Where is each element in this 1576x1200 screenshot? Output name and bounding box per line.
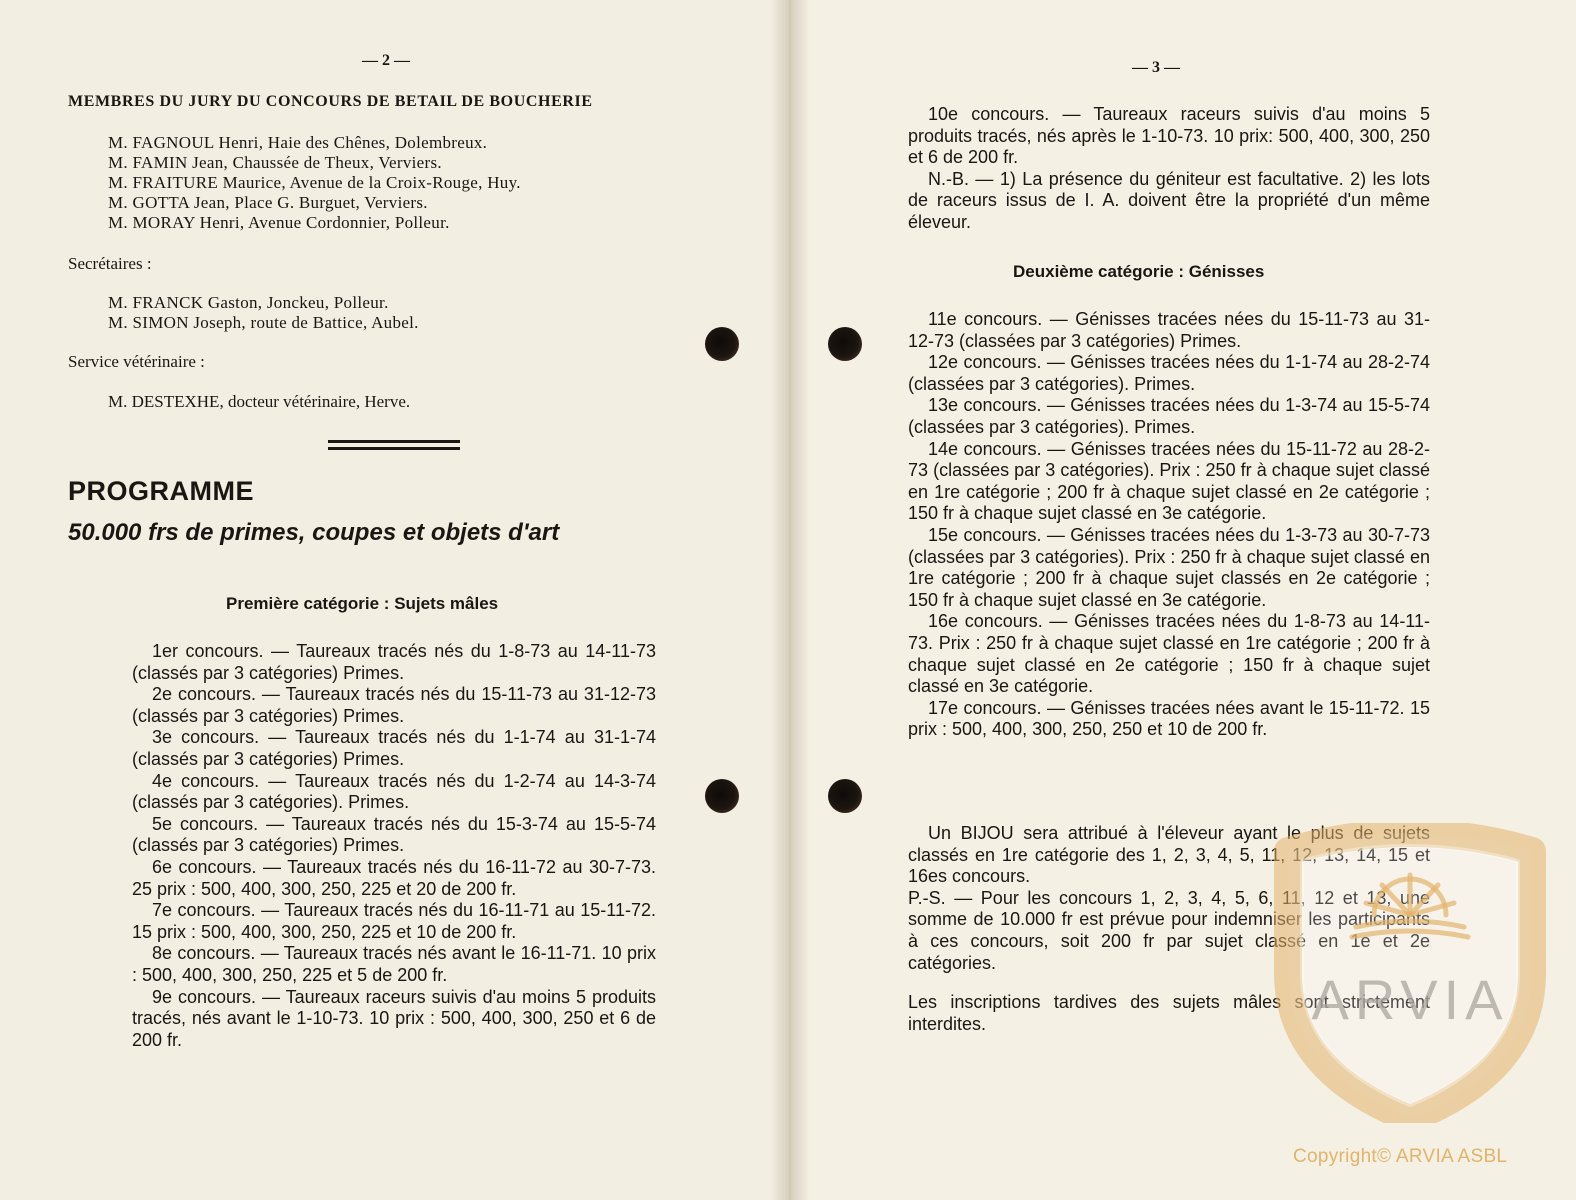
concours-paragraph: 6e concours. — Taureaux tracés nés du 16-11-72 au 30-7-73. 25 prix : 500, 400, 300, 250, 225 et 20 de 200 fr.	[132, 856, 656, 899]
concours-paragraph: 10e concours. — Taureaux raceurs suivis d'au moins 5 produits tracés, nés après le 1-10-73. 10 prix: 500, 400, 300, 250 et 6 de 200 fr.	[908, 104, 1430, 168]
service-veterinaire: M. DESTEXHE, docteur vétérinaire, Herve.	[108, 392, 411, 411]
concours-paragraph: 4e concours. — Taureaux tracés nés du 1-2-74 au 14-3-74 (classés par 3 catégories). Primes.	[132, 770, 656, 813]
concours-paragraph: 16e concours. — Génisses tracées nées du 1-8-73 au 14-11-73. Prix : 250 fr à chaque sujet classé en 1re catégorie ; 200 fr à chaque sujet classé en 2e catégorie ; 150 fr à chaque sujet classé en 3e catégorie.	[908, 611, 1430, 697]
concours-paragraph: 15e concours. — Génisses tracées nées du 1-3-73 au 30-7-73 (classées par 3 catégories). Prix : 250 fr à chaque sujet classé en 1re catégorie ; 200 fr à chaque sujet classés en 2e catégorie ; 150 fr à chaque sujet classé en 3e catégorie.	[908, 524, 1430, 610]
jury-title: MEMBRES DU JURY DU CONCOURS DE BETAIL DE BOUCHERIE	[68, 93, 593, 110]
page-number: — 2 —	[362, 52, 410, 69]
jury-member: M. FRAITURE Maurice, Avenue de la Croix-Rouge, Huy.	[108, 173, 521, 192]
book-gutter	[770, 0, 810, 1200]
concours-paragraph: 1er concours. — Taureaux tracés nés du 1-8-73 au 14-11-73 (classés par 3 catégories) Primes.	[132, 641, 656, 683]
concours-list	[908, 309, 1430, 741]
concours-paragraph: 2e concours. — Taureaux tracés nés du 15-11-73 au 31-12-73 (classés par 3 catégories) Primes.	[132, 684, 656, 726]
concours-paragraph: 3e concours. — Taureaux tracés nés du 1-1-74 au 31-1-74 (classés par 3 catégories) Primes.	[132, 727, 656, 769]
secretaires-list	[108, 293, 419, 333]
punch-hole	[828, 327, 862, 361]
divider-rule	[328, 440, 460, 443]
left-page	[0, 0, 786, 1200]
punch-hole	[705, 327, 739, 361]
closing-text: Les inscriptions tardives des sujets mâles sont strictement interdites.	[908, 992, 1430, 1034]
note-paragraph: N.-B. — 1) La présence du géniteur est facultative. 2) les lots de raceurs issus de I. A. doivent être la propriété d'un même éleveur.	[908, 168, 1430, 232]
punch-hole	[828, 779, 862, 813]
concours-paragraph: 5e concours. — Taureaux tracés nés du 15-3-74 au 15-5-74 (classés par 3 catégories) Primes.	[132, 813, 656, 856]
jury-list	[108, 133, 521, 233]
concours-paragraph: 8e concours. — Taureaux tracés nés avant le 16-11-71. 10 prix : 500, 400, 300, 250, 225 et 5 de 200 fr.	[132, 943, 656, 985]
concours-paragraph: 7e concours. — Taureaux tracés nés du 16-11-71 au 15-11-72. 15 prix : 500, 400, 300, 250, 225 et 10 de 200 fr.	[132, 900, 656, 942]
concours-paragraph: 9e concours. — Taureaux raceurs suivis d'au moins 5 produits tracés, nés avant le 1-10-73. 10 prix : 500, 400, 300, 250 et 6 de 200 fr.	[132, 986, 656, 1050]
intro-paragraphs	[908, 104, 1430, 234]
jury-member: M. GOTTA Jean, Place G. Burguet, Verviers.	[108, 193, 428, 212]
programme-title: PROGRAMME	[68, 476, 254, 506]
concours-paragraph: 12e concours. — Génisses tracées nées du 1-1-74 au 28-2-74 (classées par 3 catégories). Primes.	[908, 352, 1430, 394]
jury-member: M. MORAY Henri, Avenue Cordonnier, Polleur.	[108, 213, 450, 232]
divider-rule	[328, 447, 460, 450]
secretaire: M. SIMON Joseph, route de Battice, Aubel.	[108, 313, 419, 332]
arvia-watermark-logo	[1262, 823, 1558, 1123]
punch-hole	[705, 779, 739, 813]
concours-paragraph: 14e concours. — Génisses tracées nées du 15-11-72 au 28-2-73 (classées par 3 catégories). Prix : 250 fr à chaque sujet classé en 1re catégorie ; 200 fr à chaque sujet classé en 2e catégorie ; 150 fr à chaque sujet classé en 3e catégorie.	[908, 438, 1430, 524]
bijou-paragraph: Un BIJOU sera attribué à l'éleveur ayant le plus de sujets classés en 1re catégorie des 1, 2, 3, 4, 5, 11, 12, 13, 14, 15 et 16es concours.	[908, 823, 1430, 887]
concours-list	[132, 641, 656, 1051]
jury-member: M. FAGNOUL Henri, Haie des Chênes, Dolembreux.	[108, 133, 488, 152]
category-heading: Deuxième catégorie : Génisses	[1013, 262, 1265, 281]
secretaire: M. FRANCK Gaston, Jonckeu, Polleur.	[108, 293, 389, 312]
programme-subtitle: 50.000 frs de primes, coupes et objets d'art	[68, 519, 560, 546]
jury-member: M. FAMIN Jean, Chaussée de Theux, Verviers.	[108, 153, 442, 172]
ps-paragraph: P.-S. — Pour les concours 1, 2, 3, 4, 5, 6, 11, 12 et 13, une somme de 10.000 fr est prévue pour indemniser les participants à ces concours, soit 200 fr par sujet classé en 1e et 2e catégories.	[908, 887, 1430, 973]
page-number: — 3 —	[1132, 59, 1180, 76]
service-label: Service vétérinaire :	[68, 352, 205, 371]
secretaires-label: Secrétaires :	[68, 254, 152, 273]
concours-paragraph: 13e concours. — Génisses tracées nées du 1-3-74 au 15-5-74 (classées par 3 catégories). Primes.	[908, 395, 1430, 437]
concours-paragraph: 11e concours. — Génisses tracées nées du 15-11-73 au 31-12-73 (classées par 3 catégories) Primes.	[908, 309, 1430, 351]
watermark-logo-text: ARVIA	[1311, 968, 1509, 1031]
copyright-text: Copyright© ARVIA ASBL	[1293, 1146, 1508, 1167]
category-heading: Première catégorie : Sujets mâles	[226, 594, 499, 613]
concours-paragraph: 17e concours. — Génisses tracées nées avant le 15-11-72. 15 prix : 500, 400, 300, 250, 250 et 10 de 200 fr.	[908, 697, 1430, 740]
